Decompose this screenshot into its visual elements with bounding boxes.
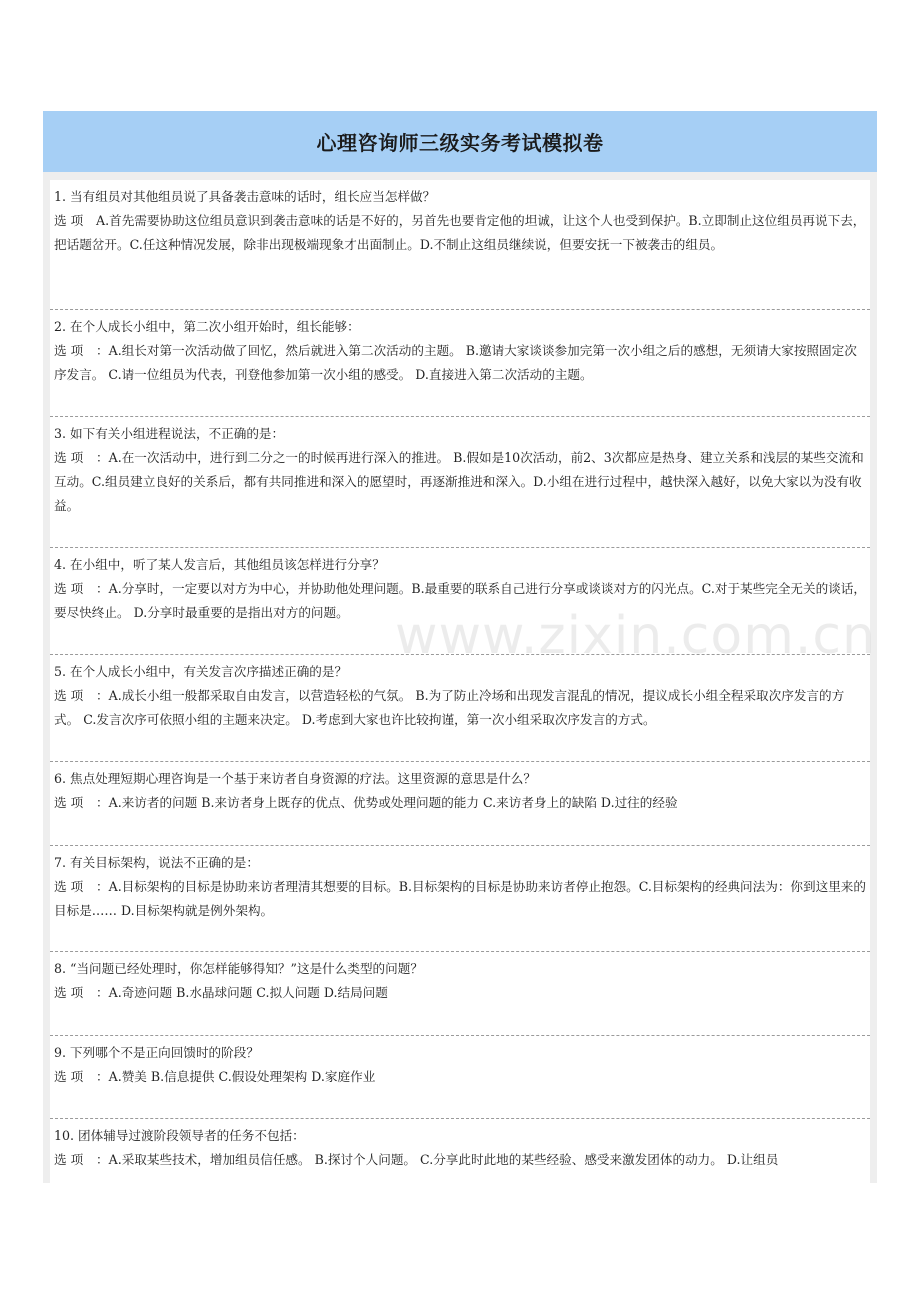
- question-text: 1. 当有组员对其他组员说了具备袭击意味的话时，组长应当怎样做？: [54, 189, 436, 204]
- option-text: ：A.赞美 B.信息提供 C.假设处理架构 D.家庭作业: [96, 1069, 376, 1084]
- option-label: 选 项: [54, 879, 84, 894]
- option-text: ：A.在一次活动中，进行到二分之一的时候再进行深入的推进。 B.假如是10次活动，前2、3次都应是热身、建立关系和浅层的某些交流和互动。C.组员建立良好的关系后，都有共同推进和深入的愿望时，再逐渐推进和深入。D.小组在进行过程中，越快深入越好，以免大家以为没有收益。: [54, 450, 864, 513]
- option-label: 选 项: [54, 450, 84, 465]
- question-options: [54, 339, 866, 387]
- question-1: [50, 180, 870, 310]
- option-label: 选 项: [54, 213, 84, 228]
- question-6: [50, 762, 870, 846]
- option-text: ：A.奇迹问题 B.水晶球问题 C.拟人问题 D.结局问题: [96, 985, 388, 1000]
- question-text: 6. 焦点处理短期心理咨询是一个基于来访者自身资源的疗法。这里资源的意思是什么？: [54, 771, 536, 786]
- option-label: 选 项: [54, 985, 84, 1000]
- option-text: ：A.分享时，一定要以对方为中心，并协助他处理问题。B.最重要的联系自己进行分享或谈谈对方的闪光点。C.对于某些完全无关的谈话，要尽快终止。 D.分享时最重要的是指出对方的问题。: [54, 581, 866, 620]
- question-options: [54, 875, 866, 923]
- question-list: [50, 180, 870, 1183]
- question-5: [50, 655, 870, 762]
- question-4: [50, 548, 870, 655]
- exam-sheet: [43, 111, 877, 1183]
- question-text: 7. 有关目标架构，说法不正确的是：: [54, 855, 259, 870]
- question-8: [50, 952, 870, 1036]
- question-10: [50, 1119, 870, 1183]
- question-options: [54, 1065, 866, 1089]
- title-bar: [43, 111, 877, 172]
- question-7: [50, 846, 870, 952]
- question-3: [50, 417, 870, 548]
- option-text: ：A.来访者的问题 B.来访者身上既存的优点、优势或处理问题的能力 C.来访者身上的缺陷 D.过往的经验: [96, 795, 678, 810]
- question-2: [50, 310, 870, 417]
- option-label: 选 项: [54, 795, 84, 810]
- question-options: [54, 577, 866, 625]
- question-text: 9. 下列哪个不是正向回馈时的阶段？: [54, 1045, 259, 1060]
- option-label: 选 项: [54, 1152, 84, 1167]
- question-options: [54, 791, 866, 815]
- page-title: 心理咨询师三级实务考试模拟卷: [316, 131, 604, 155]
- question-text: 5. 在个人成长小组中，有关发言次序描述正确的是？: [54, 664, 348, 679]
- option-label: 选 项: [54, 1069, 84, 1084]
- option-label: 选 项: [54, 688, 84, 703]
- question-text: 8. “当问题已经处理时，你怎样能够得知？”这是什么类型的问题？: [54, 961, 423, 976]
- question-options: [54, 1148, 866, 1172]
- option-text: ：A.组长对第一次活动做了回忆，然后就进入第二次活动的主题。 B.邀请大家谈谈参加完第一次小组之后的感想，无须请大家按照固定次序发言。 C.请一位组员为代表，刊登他参加第一次小组的感受。 D.直接进入第二次活动的主题。: [54, 343, 857, 382]
- question-9: [50, 1036, 870, 1119]
- question-options: [54, 981, 866, 1005]
- option-text: ：A.目标架构的目标是协助来访者理清其想要的目标。B.目标架构的目标是协助来访者停止抱怨。C.目标架构的经典问法为：你到这里来的目标是…… D.目标架构就是例外架构。: [54, 879, 866, 918]
- option-label: 选 项: [54, 343, 84, 358]
- question-options: [54, 684, 866, 732]
- question-options: [54, 446, 866, 518]
- question-text: 3. 如下有关小组进程说法，不正确的是：: [54, 426, 285, 441]
- question-options: [54, 209, 866, 257]
- option-text: ：A.成长小组一般都采取自由发言，以营造轻松的气氛。 B.为了防止冷场和出现发言混乱的情况，提议成长小组全程采取次序发言的方式。 C.发言次序可依照小组的主题来决定。 D.考虑到大家也许比较拘谨，第一次小组采取次序发言的方式。: [54, 688, 845, 727]
- option-label: 选 项: [54, 581, 84, 596]
- question-text: 2. 在个人成长小组中，第二次小组开始时，组长能够：: [54, 319, 360, 334]
- question-text: 10. 团体辅导过渡阶段领导者的任务不包括：: [54, 1128, 305, 1143]
- option-text: A.首先需要协助这位组员意识到袭击意味的话是不好的，另首先也要肯定他的坦诚，让这个人也受到保护。B.立即制止这位组员再说下去，把话题岔开。C.任这种情况发展，除非出现极端现象才出面制止。D.不制止这组员继续说，但要安抚一下被袭击的组员。: [54, 213, 866, 252]
- option-text: ：A.采取某些技术，增加组员信任感。 B.探讨个人问题。 C.分享此时此地的某些经验、感受来激发团体的动力。 D.让组员: [96, 1152, 779, 1167]
- question-text: 4. 在小组中，听了某人发言后，其他组员该怎样进行分享？: [54, 557, 385, 572]
